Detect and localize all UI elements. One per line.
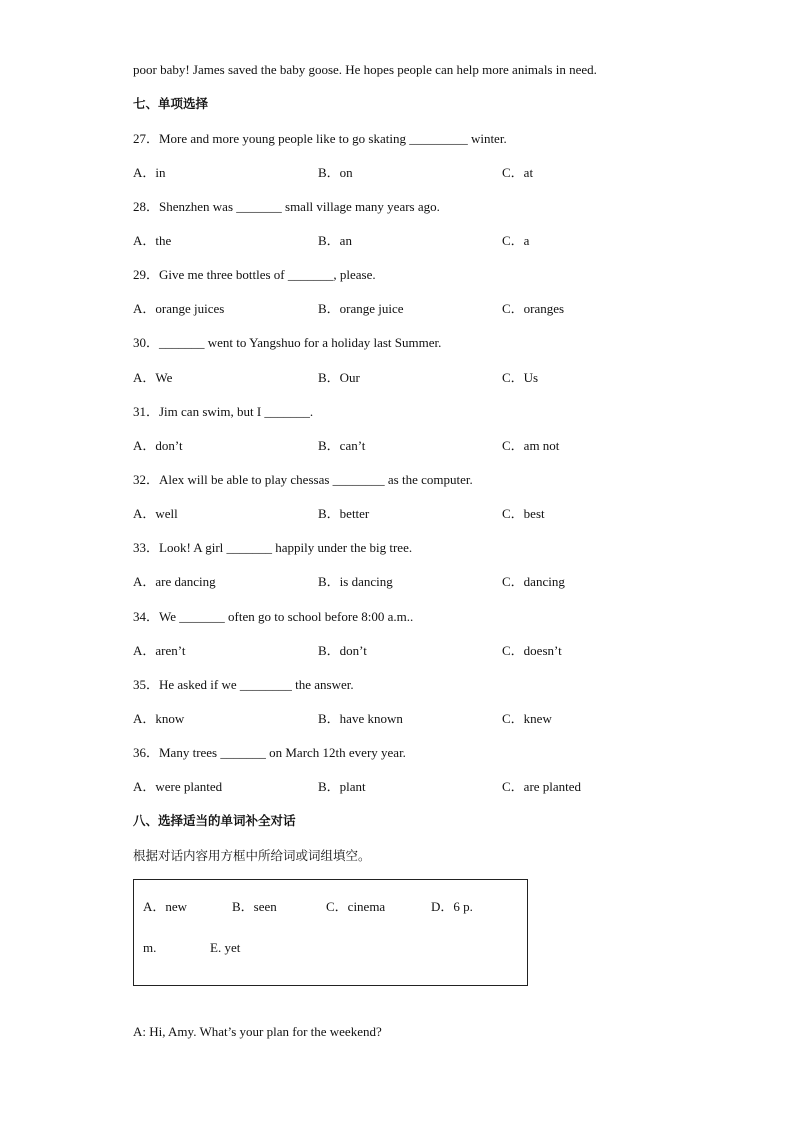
question-30-stem: 30．_______ went to Yangshuo for a holiday last Summer. xyxy=(133,335,442,350)
question-27-stem: 27．More and more young people like to go skating _________ winter. xyxy=(133,131,507,146)
section-8-instruction: 根据对话内容用方框中所给词或词组填空。 xyxy=(133,848,371,863)
question-30-option-a: A．We xyxy=(133,370,173,385)
question-28-option-b: B．an xyxy=(318,233,352,248)
question-36-option-c: C．are planted xyxy=(502,779,582,794)
question-31-option-b: B．can’t xyxy=(318,438,366,453)
question-27-option-c: C．at xyxy=(502,165,534,180)
word-box-item-d-continued: m. xyxy=(143,940,157,955)
section-7-title: 七、单项选择 xyxy=(133,96,209,111)
question-29-option-c: C．oranges xyxy=(502,301,565,316)
question-34-option-c: C．doesn’t xyxy=(502,643,562,658)
question-36-option-a: A．were planted xyxy=(133,779,223,794)
section-8-title: 八、选择适当的单词补全对话 xyxy=(133,813,296,828)
question-28-option-c: C．a xyxy=(502,233,530,248)
question-30-option-c: C．Us xyxy=(502,370,539,385)
question-36-option-b: B．plant xyxy=(318,779,366,794)
question-35-stem: 35．He asked if we ________ the answer. xyxy=(133,677,354,692)
question-32-option-a: A．well xyxy=(133,506,178,521)
intro-line: poor baby! James saved the baby goose. He hopes people can help more animals in need. xyxy=(133,62,597,77)
question-35-option-c: C．knew xyxy=(502,711,552,726)
question-28-stem: 28．Shenzhen was _______ small village many years ago. xyxy=(133,199,440,214)
question-33-option-b: B．is dancing xyxy=(318,574,393,589)
question-29-option-b: B．orange juice xyxy=(318,301,404,316)
question-27-option-a: A．in xyxy=(133,165,166,180)
question-28-option-a: A．the xyxy=(133,233,172,248)
question-33-option-a: A．are dancing xyxy=(133,574,216,589)
question-31-option-c: C．am not xyxy=(502,438,560,453)
question-32-option-c: C．best xyxy=(502,506,545,521)
question-32-stem: 32．Alex will be able to play chessas ________ as the computer. xyxy=(133,472,473,487)
dialogue-line-1: A: Hi, Amy. What’s your plan for the weekend? xyxy=(133,1024,382,1039)
word-box-item-d: D．6 p. xyxy=(431,899,473,914)
question-34-option-a: A．aren’t xyxy=(133,643,186,658)
word-box-item-b: B．seen xyxy=(232,899,277,914)
word-box-item-a: A．new xyxy=(143,899,188,914)
question-36-stem: 36．Many trees _______ on March 12th every year. xyxy=(133,745,406,760)
question-33-option-c: C．dancing xyxy=(502,574,565,589)
question-29-stem: 29．Give me three bottles of _______, please. xyxy=(133,267,376,282)
question-35-option-b: B．have known xyxy=(318,711,403,726)
question-27-option-b: B．on xyxy=(318,165,353,180)
question-34-stem: 34．We _______ often go to school before 8:00 a.m.. xyxy=(133,609,414,624)
question-31-stem: 31．Jim can swim, but I _______. xyxy=(133,404,314,419)
question-29-option-a: A．orange juices xyxy=(133,301,225,316)
question-31-option-a: A．don’t xyxy=(133,438,183,453)
question-33-stem: 33．Look! A girl _______ happily under the big tree. xyxy=(133,540,413,555)
word-box-item-c: C．cinema xyxy=(326,899,386,914)
question-35-option-a: A．know xyxy=(133,711,185,726)
question-32-option-b: B．better xyxy=(318,506,370,521)
word-box-item-e: E. yet xyxy=(210,940,241,955)
question-30-option-b: B．Our xyxy=(318,370,360,385)
word-box xyxy=(133,879,528,986)
question-34-option-b: B．don’t xyxy=(318,643,367,658)
